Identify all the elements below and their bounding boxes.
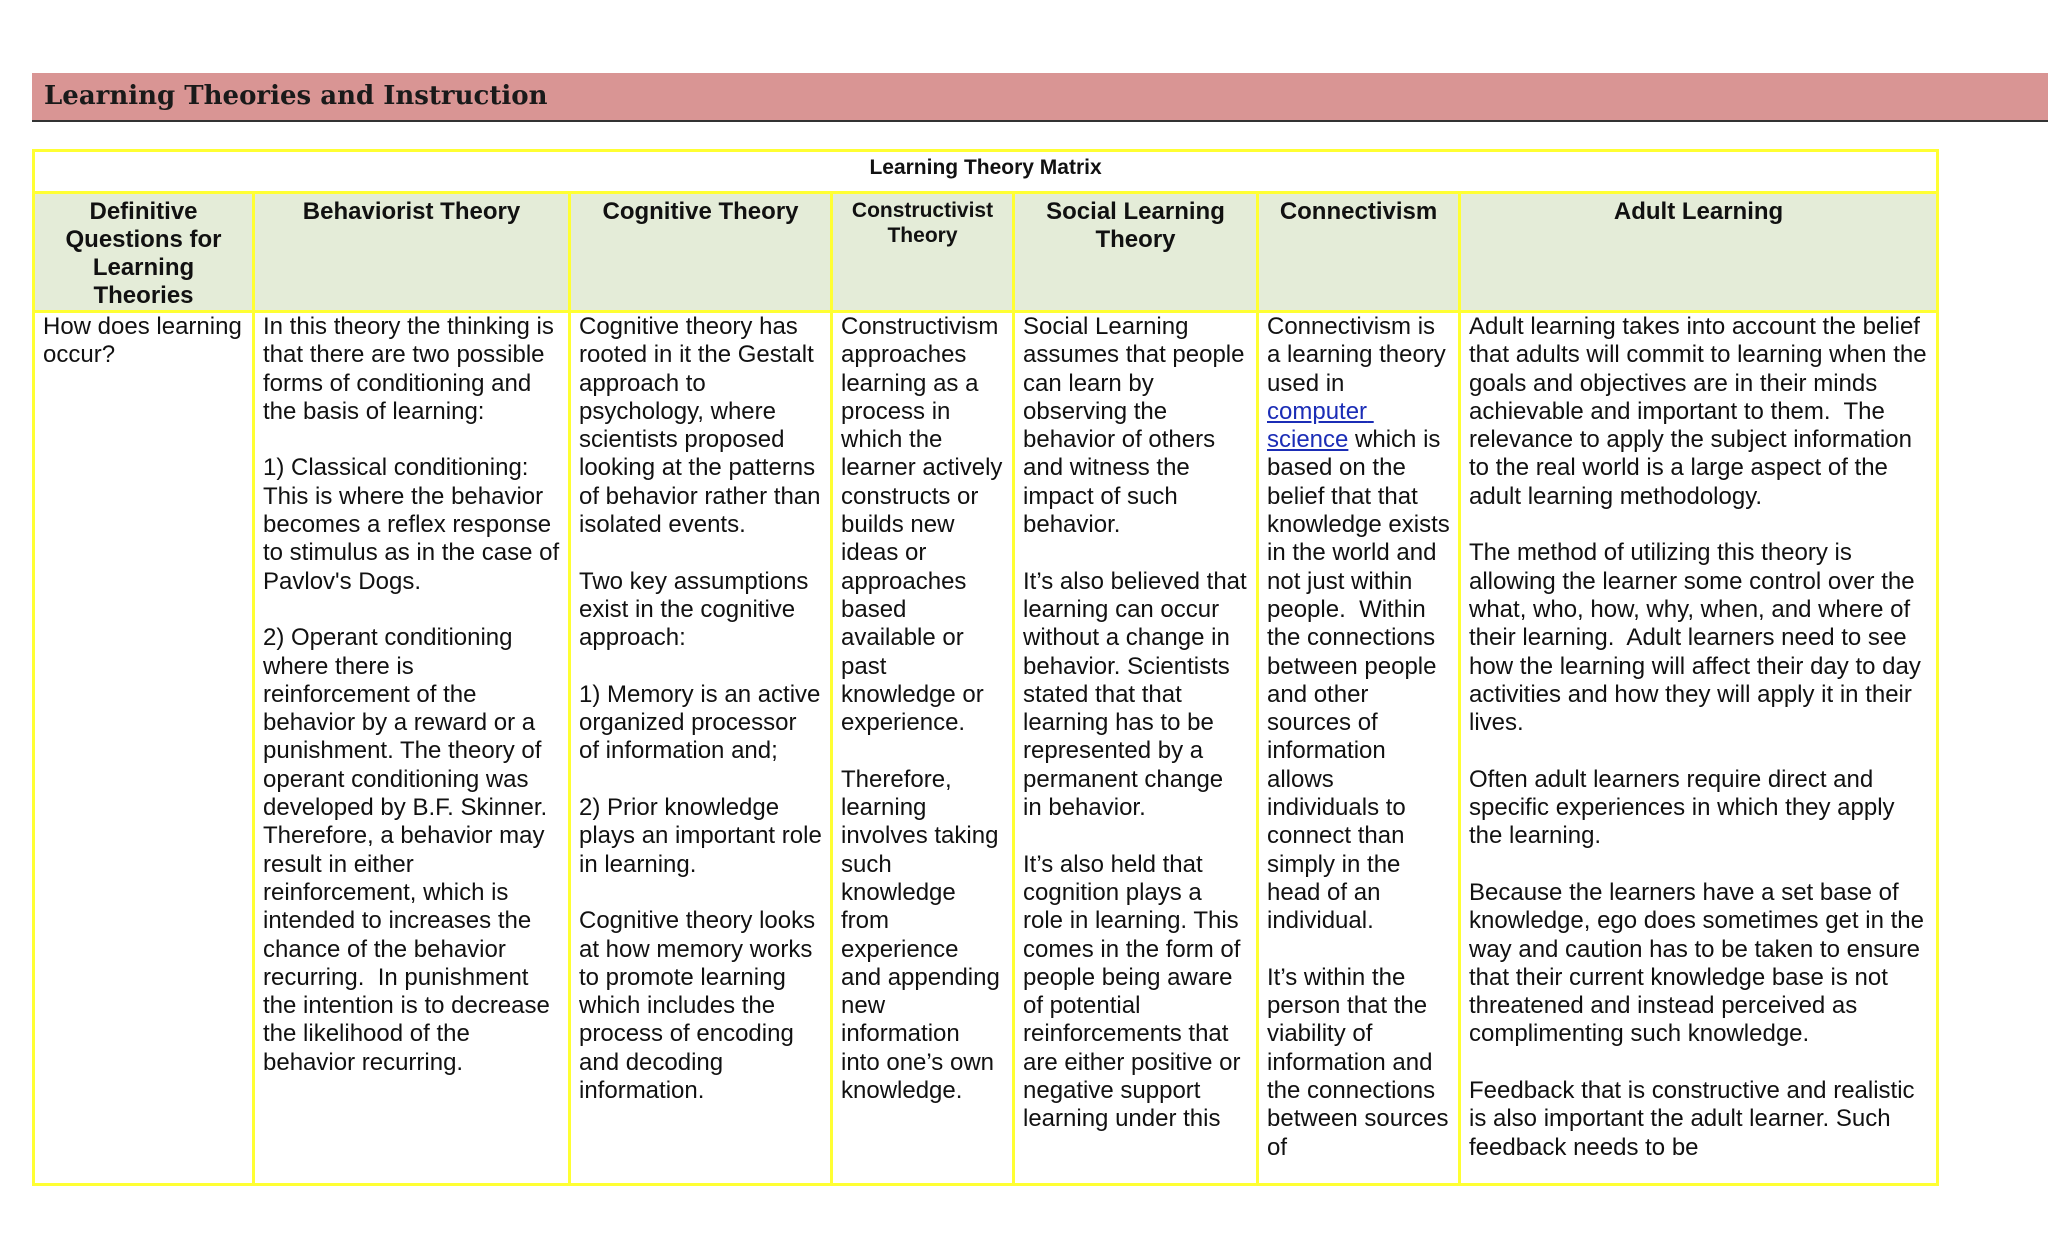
connectivism-text — [1267, 313, 1453, 1162]
cell-adult-learning — [1460, 312, 1938, 1185]
social-learning-text: Social Learning assumes that people can learn by observing the behavior of others and witness the impact of such behavior. It’s also believed that learning can occur without a change in behavior. Scientists stated that that learning has to be represented by a permanent change in behavior. It’s also held that cognition plays a role in learning. This comes in the form of people being aware of potential reinforcements that are either positive or negative support learning under this — [1023, 313, 1247, 1133]
connectivism-text-start: Connectivism is a learning theory used in — [1267, 313, 1453, 397]
cell-constructivist — [832, 312, 1014, 1185]
column-header-connectivism: Connectivism — [1258, 193, 1460, 312]
question-text: How does learning occur? — [43, 313, 249, 369]
constructivist-text: Constructivism approaches learning as a process in which the learner actively constructs or builds new ideas or approaches based available or past knowledge or experience. Therefore, learning involves taking such knowledge from experience and appending new information into one’s own knowledge. — [841, 313, 1003, 1105]
cell-question — [34, 312, 254, 1185]
behaviorist-text: In this theory the thinking is that there are two possible forms of conditioning and the basis of learning: 1) Classical conditioning: This is where the behavior becomes a reflex response to stimulus as in the case of Pavlov's Dogs. 2) Operant conditioning where there is reinforcement of the behavior by a reward or a punishment. The theory of operant conditioning was developed by B.F. Skinner. Therefore, a behavior may result in either reinforcement, which is intended to increases the chance of the behavior recurring. In punishment the intention is to decrease the likelihood of the behavior recurring. — [263, 313, 560, 1076]
adult-learning-text: Adult learning takes into account the belief that adults will commit to learning when the goals and objectives are in their minds achievable and important to them. The relevance to apply the subject information to the real world is a large aspect of the adult learning methodology. The method of utilizing this theory is allowing the learner some control over the what, who, how, why, when, and where of their learning. Adult learners need to see how the learning will affect their day to day activities and how they will apply it in their lives. Often adult learners require direct and specific experiences in which they apply the learning. Because the learners have a set base of knowledge, ego does sometimes get in the way and caution has to be taken to ensure that their current knowledge base is not threatened and instead perceived as complimenting such knowledge. Feedback that is constructive and realistic is also important the adult learner. Such feedback needs to be — [1469, 313, 1927, 1161]
learning-theory-matrix — [32, 149, 1939, 1186]
connectivism-text-end: which is based on the belief that that knowledge exists in the world and not just within people. Within the connections between people and other sources of information allows individuals to connect than simply in the head of an individual. It’s within the person that the viability of information and the connections between sources of — [1267, 426, 1450, 1161]
cell-social-learning — [1014, 312, 1258, 1185]
column-header-cognitive: Cognitive Theory — [570, 193, 832, 312]
cell-behaviorist — [254, 312, 570, 1185]
computer-science-link[interactable]: computer science — [1267, 397, 1374, 454]
column-header-behaviorist: Behaviorist Theory — [254, 193, 570, 312]
column-header-social-learning: Social Learning Theory — [1014, 193, 1258, 312]
section-header — [32, 73, 2048, 122]
cell-cognitive — [570, 312, 832, 1185]
cognitive-text: Cognitive theory has rooted in it the Gestalt approach to psychology, where scientists proposed looking at the patterns of behavior rather than isolated events. Two key assumptions exist in the cognitive approach: 1) Memory is an active organized processor of information and; 2) Prior knowledge plays an important role in learning. Cognitive theory looks at how memory works to promote learning which includes the process of encoding and decoding information. — [579, 313, 822, 1105]
column-header-questions: Definitive Questions for Learning Theories — [34, 193, 254, 312]
table-row — [34, 312, 1938, 1185]
column-header-constructivist: Constructivist Theory — [832, 193, 1014, 312]
column-header-adult-learning: Adult Learning — [1460, 193, 1938, 312]
section-title: Learning Theories and Instruction — [44, 81, 548, 111]
matrix-caption: Learning Theory Matrix — [34, 151, 1938, 193]
cell-connectivism — [1258, 312, 1460, 1185]
